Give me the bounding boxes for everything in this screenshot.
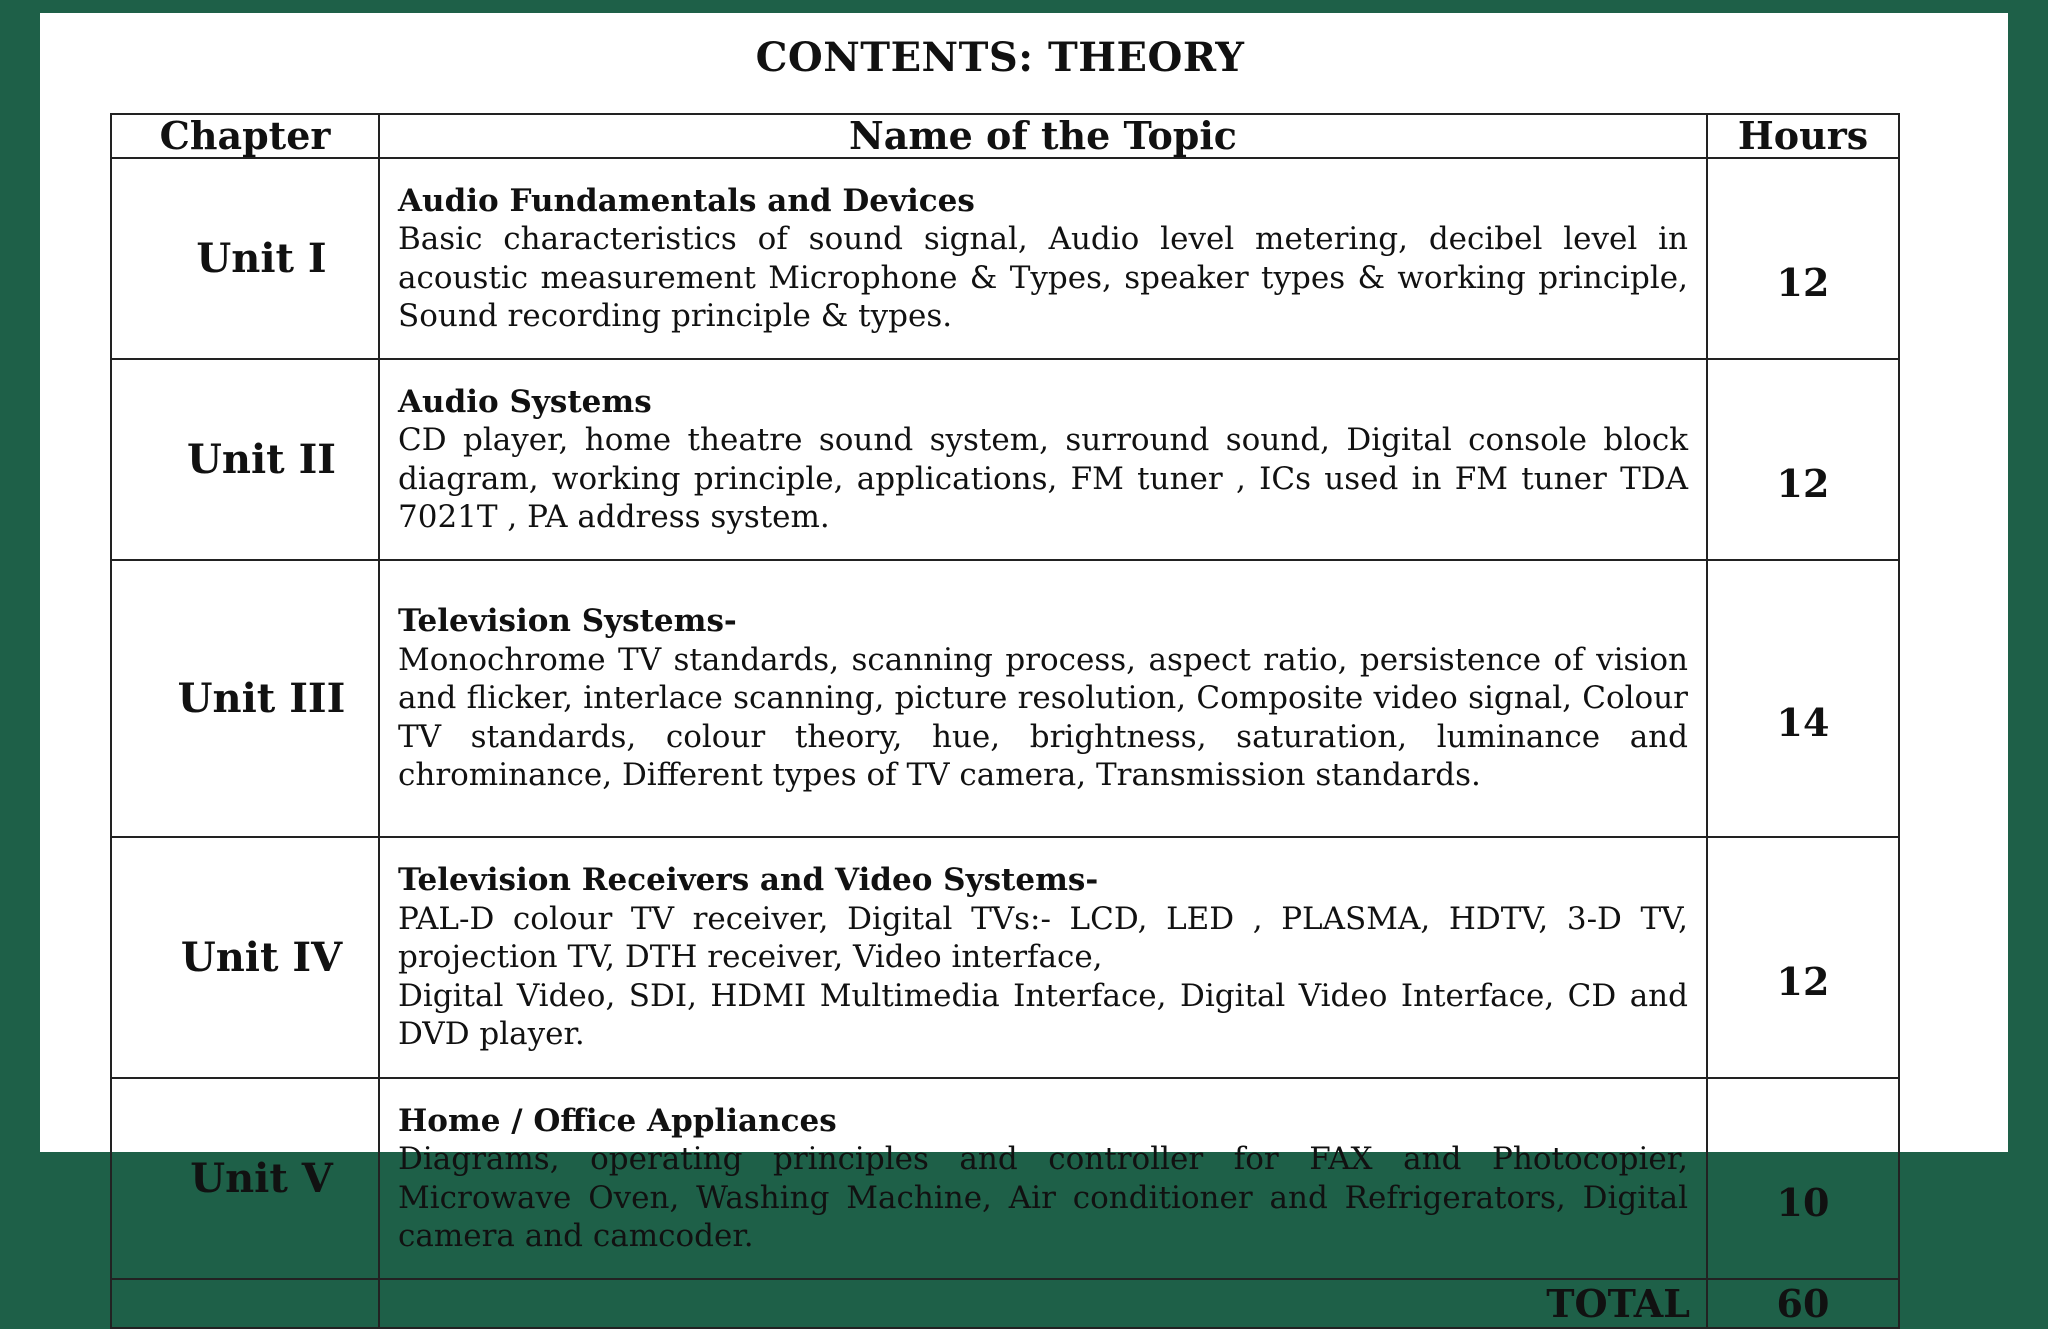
topic-cell [379,158,1707,359]
topic-cell [379,837,1707,1078]
hours-header: Hours [1707,114,1899,158]
topic-heading: Home / Office Appliances [398,1102,837,1139]
hours-value: 12 [1707,359,1899,560]
topic-heading: Television Systems- [398,603,737,640]
topic-description: Diagrams, operating principles and controller for FAX and Photocopier, Microwave Oven, Washing Machine, Air conditioner and Refrigerators, Digital camera and camcoder. [398,1141,1688,1254]
unit-label: Unit I [111,158,379,359]
topic-heading: Audio Systems [398,383,652,420]
table-row [111,158,1899,359]
unit-label: Unit II [111,359,379,560]
topic-header: Name of the Topic [379,114,1707,158]
page-title: CONTENTS: THEORY [755,34,1245,81]
unit-label: Unit III [111,560,379,837]
unit-label: Unit V [111,1078,379,1279]
hours-value: 10 [1707,1078,1899,1279]
hours-value: 12 [1707,158,1899,359]
total-row [111,1279,1899,1328]
topic-description: Monochrome TV standards, scanning process, aspect ratio, persistence of vision and flicker, interlace scanning, picture resolution, Composite video signal, Colour TV standards, colour theory, hue, brightness, saturation, luminance and chrominance, Different types of TV camera, Transmission standards. [398,641,1688,794]
total-value: 60 [1707,1279,1899,1328]
topic-cell [379,1078,1707,1279]
table-row [111,359,1899,560]
total-empty-cell [111,1279,379,1328]
table-row [111,1078,1899,1279]
hours-value: 14 [1707,560,1899,837]
total-label: TOTAL [379,1279,1707,1328]
topic-description-continued: Digital Video, SDI, HDMI Multimedia Interface, Digital Video Interface, CD and DVD player. [398,977,1688,1053]
topic-cell [379,359,1707,560]
topic-heading: Television Receivers and Video Systems- [398,862,1099,899]
table-header-row [111,114,1899,158]
table-row [111,560,1899,837]
contents-table [110,113,1900,1329]
topic-description: Basic characteristics of sound signal, Audio level metering, decibel level in acoustic measurement Microphone & Types, speaker types & working principle, Sound recording principle & types. [398,221,1688,334]
topic-cell [379,560,1707,837]
unit-label: Unit IV [111,837,379,1078]
hours-value: 12 [1707,837,1899,1078]
topic-heading: Audio Fundamentals and Devices [398,182,975,219]
table-row [111,837,1899,1078]
chapter-header: Chapter [111,114,379,158]
topic-description: PAL-D colour TV receiver, Digital TVs:- LCD, LED , PLASMA, HDTV, 3-D TV, projection TV, DTH receiver, Video interface, [398,900,1688,976]
topic-description: CD player, home theatre sound system, surround sound, Digital console block diagram, working principle, applications, FM tuner , ICs used in FM tuner TDA 7021T , PA address system. [398,422,1688,535]
